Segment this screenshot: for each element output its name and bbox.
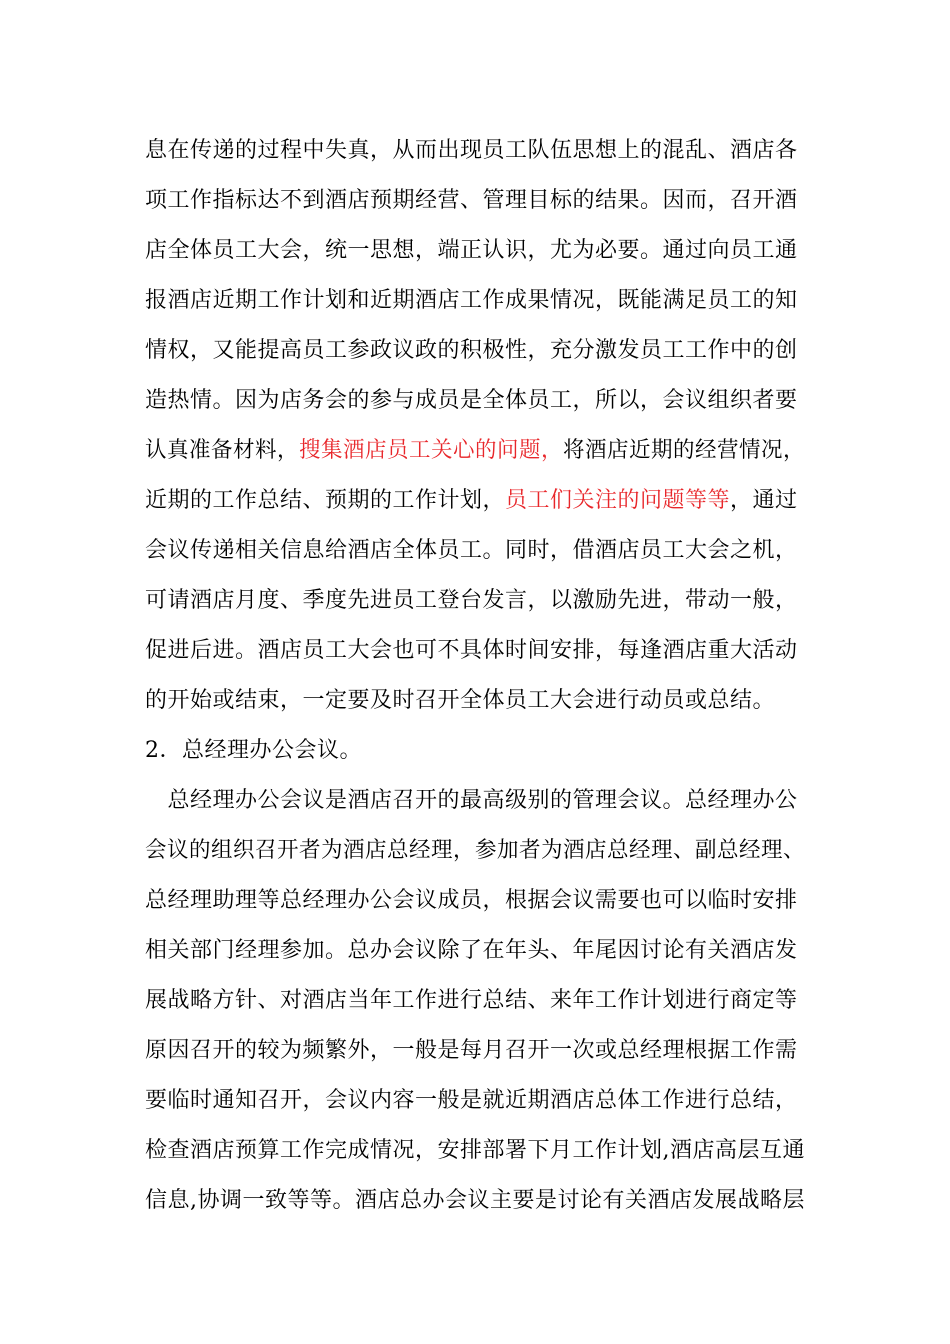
text-segment: ，通过 (730, 488, 798, 513)
section-heading: 2．总经理办公会议。 (145, 738, 362, 763)
text-line (145, 436, 805, 466)
text-line: 项工作指标达不到酒店预期经营、管理目标的结果。因而，召开酒 (145, 188, 798, 213)
text-line: 促进后进。酒店员工大会也可不具体时间安排，每逢酒店重大活动 (145, 638, 798, 663)
text-line: 情权，又能提高员工参政议政的积极性，充分激发员工工作中的创 (145, 338, 798, 363)
text-line: 总经理助理等总经理办公会议成员，根据会议需要也可以临时安排 (145, 888, 798, 913)
text-line: 原因召开的较为频繁外，一般是每月召开一次或总经理根据工作需 (145, 1038, 798, 1063)
text-line: 总经理办公会议是酒店召开的最高级别的管理会议。总经理办公 (145, 788, 798, 813)
text-line: 造热情。因为店务会的参与成员是全体员工，所以，会议组织者要 (145, 388, 798, 413)
text-line: 信息,协调一致等等。酒店总办会议主要是讨论有关酒店发展战略层 (145, 1188, 805, 1213)
text-line: 报酒店近期工作计划和近期酒店工作成果情况，既能满足员工的知 (145, 288, 798, 313)
text-line: 会议的组织召开者为酒店总经理，参加者为酒店总经理、副总经理、 (145, 838, 806, 863)
text-line: 店全体员工大会，统一思想，端正认识，尤为必要。通过向员工通 (145, 238, 798, 263)
text-segment: 认真准备材料， (145, 438, 300, 463)
text-line: 息在传递的过程中失真，从而出现员工队伍思想上的混乱、酒店各 (145, 138, 798, 163)
text-segment: 将酒店近期的经营情况， (563, 438, 806, 463)
text-line: 展战略方针、对酒店当年工作进行总结、来年工作计划进行商定等 (145, 988, 798, 1013)
text-line (145, 486, 798, 516)
text-line: 相关部门经理参加。总办会议除了在年头、年尾因讨论有关酒店发 (145, 938, 798, 963)
text-line: 要临时通知召开，会议内容一般是就近期酒店总体工作进行总结， (145, 1088, 798, 1113)
text-line: 的开始或结束，一定要及时召开全体员工大会进行动员或总结。 (145, 688, 776, 713)
highlighted-text: 搜集酒店员工关心的问题， (299, 438, 564, 463)
highlighted-text: 员工们关注的问题等等 (505, 488, 731, 513)
text-segment: 近期的工作总结、预期的工作计划， (145, 488, 506, 513)
text-line: 会议传递相关信息给酒店全体员工。同时，借酒店员工大会之机， (145, 538, 798, 563)
text-line: 检查酒店预算工作完成情况，安排部署下月工作计划,酒店高层互通 (145, 1138, 805, 1163)
text-line: 可请酒店月度、季度先进员工登台发言，以激励先进，带动一般， (145, 588, 798, 613)
